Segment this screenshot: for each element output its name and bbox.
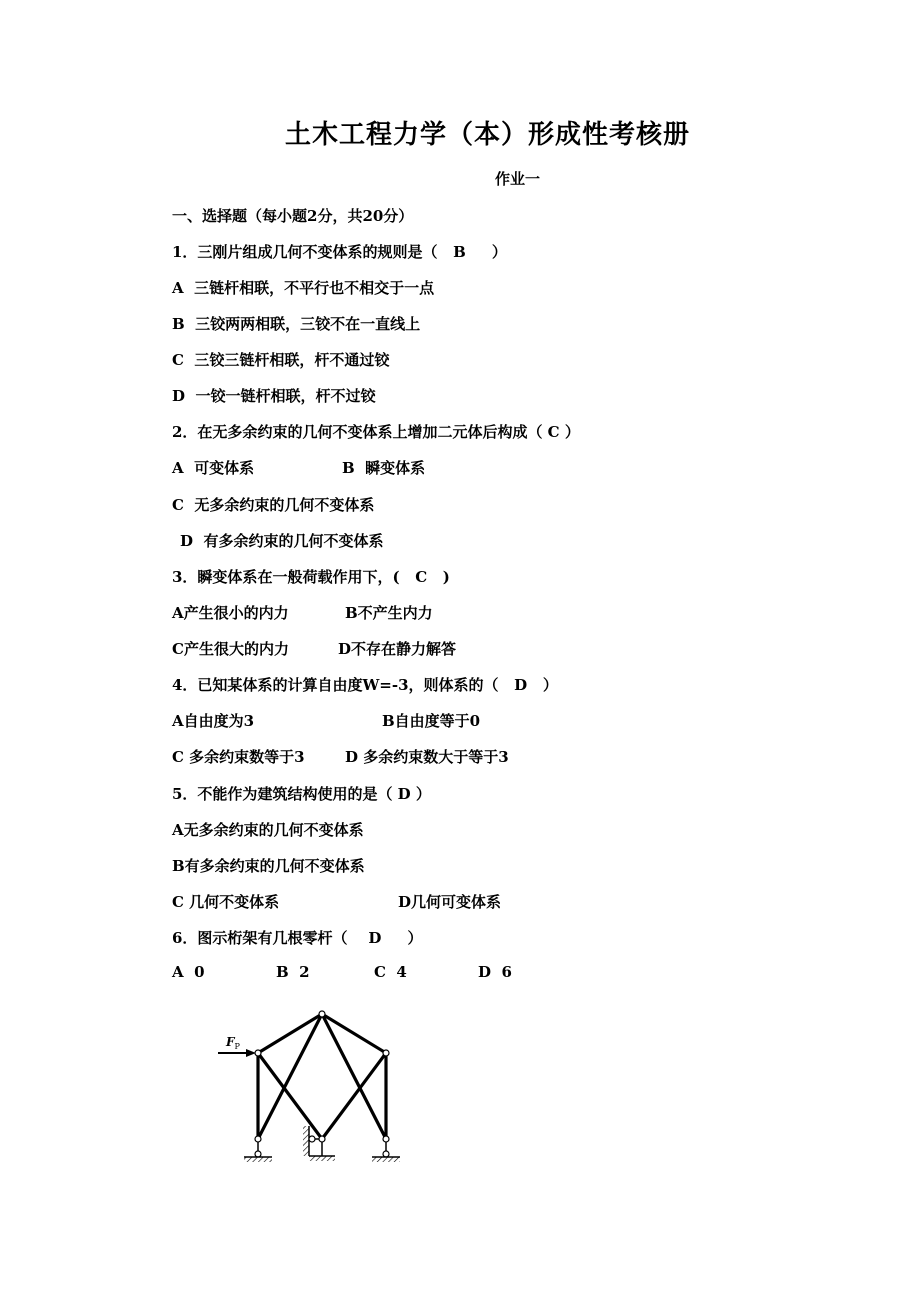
page-subtitle: 作业一 xyxy=(495,170,541,188)
question-6-option-a: A 0 xyxy=(172,963,205,981)
question-1-option-d: D 一铰一链杆相联，杆不过铰 xyxy=(172,387,376,405)
question-3-option-c: C产生很大的内力 xyxy=(172,640,289,658)
question-3-stem: 3．瞬变体系在一般荷载作用下，( C ) xyxy=(172,568,450,586)
question-1-option-c: C 三铰三链杆相联，杆不通过铰 xyxy=(172,351,390,369)
question-1-option-b: B 三铰两两相联，三铰不在一直线上 xyxy=(172,315,421,333)
question-1-option-a: A 三链杆相联，不平行也不相交于一点 xyxy=(172,279,435,297)
question-3-option-d: D不存在静力解答 xyxy=(338,640,457,658)
question-6-stem: 6．图示桁架有几根零杆（ D ） xyxy=(172,929,423,947)
section-heading: 一、选择题（每小题2分，共20分） xyxy=(172,207,414,225)
question-4-option-b: B自由度等于0 xyxy=(382,712,481,730)
question-5-option-a: A无多余约束的几何不变体系 xyxy=(172,821,364,839)
question-6-option-d: D 6 xyxy=(478,963,512,981)
truss-figure xyxy=(215,1005,415,1170)
question-5-option-d: D几何可变体系 xyxy=(398,893,502,911)
question-4-option-c: C 多余约束数等于3 xyxy=(172,748,305,766)
question-2-option-b: B 瞬变体系 xyxy=(342,459,426,477)
question-2-option-d: D 有多余约束的几何不变体系 xyxy=(180,532,384,550)
question-2-option-c: C 无多余约束的几何不变体系 xyxy=(172,496,375,514)
question-5-option-c: C 几何不变体系 xyxy=(172,893,280,911)
question-6-option-c: C 4 xyxy=(374,963,407,981)
question-3-option-a: A产生很小的内力 xyxy=(172,604,289,622)
page-title: 土木工程力学（本）形成性考核册 xyxy=(284,120,690,150)
question-3-option-b: B不产生内力 xyxy=(345,604,433,622)
middle-support xyxy=(303,1126,335,1161)
question-5-stem: 5．不能作为建筑结构使用的是（ D ） xyxy=(172,785,431,803)
truss-members xyxy=(258,1014,386,1139)
question-6-option-b: B 2 xyxy=(276,963,310,981)
question-5-option-b: B有多余约束的几何不变体系 xyxy=(172,857,365,875)
question-4-option-d: D 多余约束数大于等于3 xyxy=(345,748,509,766)
question-4-stem: 4．已知某体系的计算自由度W=-3，则体系的（ D ） xyxy=(172,676,558,694)
question-4-option-a: A自由度为3 xyxy=(172,712,255,730)
load-label: $F_P$ xyxy=(226,1035,240,1051)
question-2-option-a: A 可变体系 xyxy=(172,459,255,477)
question-2-stem: 2．在无多余约束的几何不变体系上增加二元体后构成（ C ） xyxy=(172,423,580,441)
question-1-stem: 1．三刚片组成几何不变体系的规则是（ B ） xyxy=(172,243,507,261)
